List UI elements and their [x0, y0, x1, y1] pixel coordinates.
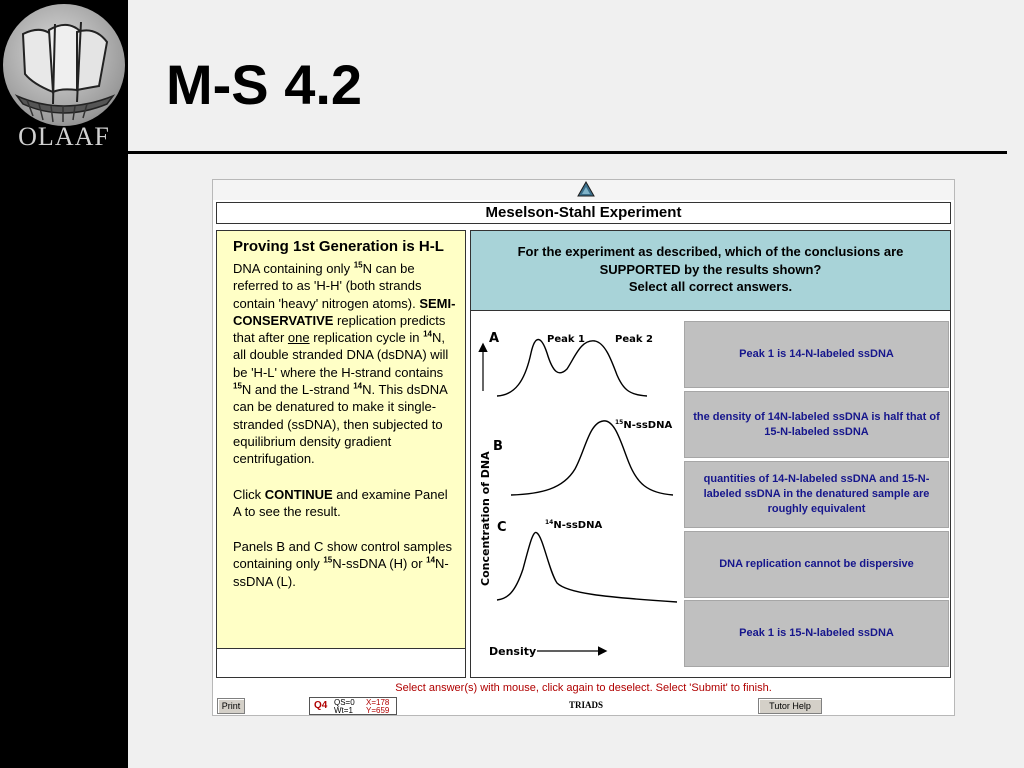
left-black-bar — [0, 0, 128, 768]
info-panel — [216, 230, 466, 678]
answer-option-3[interactable]: quantities of 14-N-labeled ssDNA and 15-N-labeled ssDNA in the denatured sample are roughly equivalent — [684, 461, 949, 528]
panel-a-label: A — [489, 331, 500, 346]
x-axis-label: Density — [489, 645, 537, 658]
top-strip — [213, 180, 954, 200]
tutor-help-button[interactable]: Tutor Help — [758, 698, 822, 714]
bottom-toolbar — [213, 695, 954, 715]
info-paragraph-2: Click CONTINUE and examine Panel A to see the result. — [233, 486, 448, 519]
panel-c-series-label: $^{14}$N-ssDNA — [545, 519, 603, 531]
answer-option-4[interactable]: DNA replication cannot be dispersive — [684, 531, 949, 598]
answer-option-5[interactable]: Peak 1 is 15-N-labeled ssDNA — [684, 600, 949, 667]
print-button[interactable]: Print — [217, 698, 245, 714]
experiment-header: Meselson-Stahl Experiment — [216, 202, 951, 224]
answer-option-1[interactable]: Peak 1 is 14-N-labeled ssDNA — [684, 321, 949, 388]
panel-b-series-label: $^{15}$N-ssDNA — [615, 419, 673, 431]
triads-label: TRIADS — [569, 700, 604, 710]
question-line-3: Select all correct answers. — [628, 279, 793, 294]
panel-b-label: B — [493, 439, 503, 454]
instruction-status: Select answer(s) with mouse, click again to deselect. Select 'Submit' to finish. — [395, 682, 772, 694]
panel-c-label: C — [497, 520, 507, 535]
density-plot-figure — [471, 311, 681, 677]
triads-app-window — [212, 179, 955, 716]
logo-text: OLAAF — [18, 122, 110, 151]
title-divider — [128, 151, 1007, 154]
panel-c-curve — [497, 532, 677, 602]
info-text-area — [217, 231, 465, 649]
question-line-1: For the experiment as described, which of the conclusions are — [517, 244, 904, 259]
wt-readout: Wt=1 — [334, 706, 353, 715]
x-coordinate-readout: X=178 — [366, 698, 390, 707]
panel-a-curve — [497, 340, 647, 397]
y-coordinate-readout: Y=659 — [366, 706, 390, 715]
info-paragraph-1: DNA containing only $^{15}$N can be referred to as 'H-H' (both strands contain 'heavy' nitrogen atoms). SEMI-CONSERVATIVE replication predicts that after one replication cycle in $^{14}$N, all double stranded DNA (dsDNA) will be 'H-L' where the H-strand contains $^{15}$N and the L-strand $^{14}$N. This dsDNA can be denatured to make it single-stranded (ssDNA), then subjected to equilibrium density gradient centrifugation. — [233, 260, 456, 467]
navigation-triangle-icon[interactable] — [577, 181, 595, 197]
y-axis-label: Concentration of DNA — [479, 451, 492, 586]
peak-2-label: Peak 2 — [615, 334, 653, 345]
question-number: Q4 — [314, 700, 328, 711]
question-panel — [470, 230, 951, 678]
info-heading: Proving 1st Generation is H-L — [233, 238, 444, 255]
question-line-2: SUPPORTED by the results shown? — [599, 261, 822, 277]
olaaf-ship-logo — [3, 4, 125, 126]
question-prompt — [471, 231, 950, 311]
qs-readout: QS=0 — [334, 698, 355, 707]
slide-title: M-S 4.2 — [166, 53, 363, 116]
panel-b-curve — [511, 421, 673, 495]
question-counter — [309, 697, 397, 715]
peak-1-label: Peak 1 — [547, 334, 585, 345]
info-paragraph-3: Panels B and C show control samples containing only $^{15}$N-ssDNA (H) or $^{14}$N-ssDNA (L). — [233, 539, 452, 589]
answer-option-2[interactable]: the density of 14N-labeled ssDNA is half that of 15-N-labeled ssDNA — [684, 391, 949, 458]
